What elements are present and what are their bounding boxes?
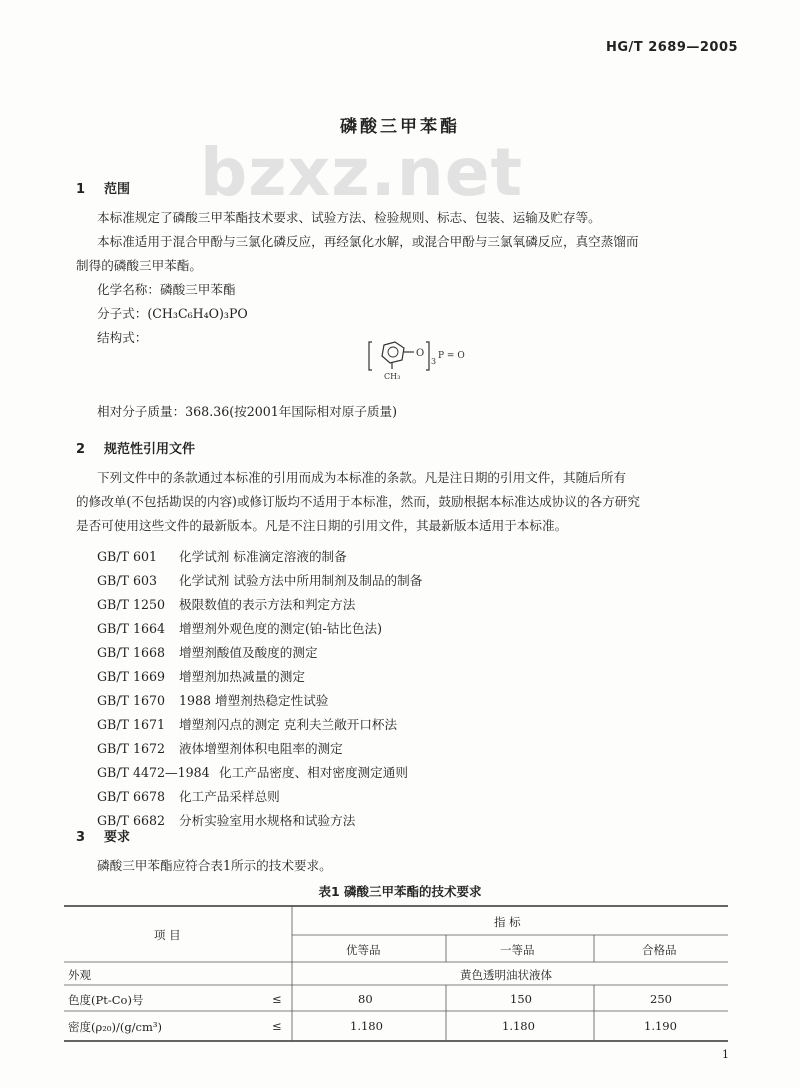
reference-title: 化工产品采样总则 bbox=[179, 789, 280, 804]
reference-code: GB/T 1672 bbox=[97, 741, 166, 756]
reference-item bbox=[97, 666, 305, 685]
reference-code: GB/T 1671 bbox=[97, 717, 166, 732]
reference-title: 极限数值的表示方法和判定方法 bbox=[179, 597, 356, 612]
reference-item bbox=[97, 714, 397, 733]
section-title: 要求 bbox=[104, 830, 131, 845]
section-heading-references bbox=[76, 438, 195, 457]
reference-item bbox=[97, 546, 347, 565]
benzene-ring-shape bbox=[382, 342, 404, 363]
section-heading-requirements bbox=[76, 826, 130, 845]
requirements-paragraph: 磷酸三甲苯酯应符合表1所示的技术要求。 bbox=[97, 858, 332, 873]
row-label: 密度(ρ₂₀)/(g/cm³) bbox=[68, 1020, 162, 1034]
reference-code: GB/T 1669 bbox=[97, 669, 166, 684]
formula-subscript: 3 bbox=[431, 357, 437, 366]
reference-title: 分析实验室用水规格和试验方法 bbox=[179, 813, 356, 828]
structure-label: 结构式： bbox=[97, 330, 148, 345]
cell-value: 1.190 bbox=[644, 1019, 677, 1033]
section-title: 规范性引用文件 bbox=[104, 442, 196, 457]
row-unit: ≤ bbox=[272, 992, 282, 1006]
reference-code: GB/T 6682 bbox=[97, 813, 166, 828]
reference-item bbox=[97, 786, 280, 805]
reference-code: GB/T 1670 bbox=[97, 693, 166, 708]
benzene-ring-circle bbox=[388, 347, 398, 357]
reference-code: GB/T 1250 bbox=[97, 597, 166, 612]
reference-code: GB/T 1664 bbox=[97, 621, 166, 636]
reference-item bbox=[97, 690, 328, 709]
row-label: 外观 bbox=[68, 968, 91, 982]
cell-value: 150 bbox=[510, 992, 532, 1006]
cell-value: 1.180 bbox=[502, 1019, 535, 1033]
chemical-name: 化学名称：磷酸三甲苯酯 bbox=[97, 282, 236, 297]
reference-item bbox=[97, 762, 408, 781]
header-grade: 合格品 bbox=[642, 943, 677, 957]
table-caption: 表1 磷酸三甲苯酯的技术要求 bbox=[318, 884, 482, 899]
header-item: 项 目 bbox=[154, 928, 181, 942]
standard-number: HG/T 2689—2005 bbox=[606, 40, 739, 55]
formula-right-bracket bbox=[426, 342, 429, 370]
reference-code: GB/T 603 bbox=[97, 573, 157, 588]
reference-item bbox=[97, 570, 422, 589]
reference-item bbox=[97, 594, 355, 613]
phosphoryl-group: P = O bbox=[438, 351, 465, 361]
methyl-group: CH₃ bbox=[384, 372, 401, 381]
page-number: 1 bbox=[722, 1048, 729, 1061]
cell-value: 80 bbox=[358, 992, 373, 1006]
header-indicator: 指 标 bbox=[494, 915, 521, 929]
row-label: 色度(Pt-Co)号 bbox=[68, 993, 144, 1007]
cell-value: 250 bbox=[650, 992, 672, 1006]
header-grade: 优等品 bbox=[346, 943, 381, 957]
merged-value: 黄色透明油状液体 bbox=[460, 968, 552, 982]
reference-code: GB/T 4472—1984 bbox=[97, 765, 210, 780]
reference-code: GB/T 1668 bbox=[97, 645, 166, 660]
watermark: bzxz.net bbox=[200, 134, 524, 211]
structural-formula bbox=[368, 338, 478, 382]
scope-paragraph-2-line-2: 制得的磷酸三甲苯酯。 bbox=[76, 258, 202, 273]
reference-item bbox=[97, 810, 355, 829]
row-unit: ≤ bbox=[272, 1019, 282, 1033]
table-grid bbox=[64, 905, 728, 1043]
reference-title: 1988 增塑剂热稳定性试验 bbox=[179, 693, 329, 708]
reference-item bbox=[97, 618, 382, 637]
cell-value: 1.180 bbox=[350, 1019, 383, 1033]
reference-item bbox=[97, 738, 343, 757]
oxygen-atom: O bbox=[416, 348, 425, 359]
reference-title: 增塑剂加热减量的测定 bbox=[179, 669, 305, 684]
reference-code: GB/T 6678 bbox=[97, 789, 166, 804]
reference-title: 化学试剂 试验方法中所用制剂及制品的制备 bbox=[179, 573, 423, 588]
reference-code: GB/T 601 bbox=[97, 549, 157, 564]
reference-title: 化工产品密度、相对密度测定通则 bbox=[219, 765, 408, 780]
reference-title: 增塑剂闪点的测定 克利夫兰敞开口杯法 bbox=[179, 717, 398, 732]
header-grade: 一等品 bbox=[500, 943, 535, 957]
section-number: 2 bbox=[76, 442, 86, 457]
references-intro-line-2: 的修改单(不包括勘误的内容)或修订版均不适用于本标准，然而，鼓励根据本标准达成协议的各方研究 bbox=[76, 494, 640, 509]
references-intro-line-3: 是否可使用这些文件的最新版本。凡是不注日期的引用文件，其最新版本适用于本标准。 bbox=[76, 518, 568, 533]
scope-paragraph-1: 本标准规定了磷酸三甲苯酯技术要求、试验方法、检验规则、标志、包装、运输及贮存等。 bbox=[97, 210, 601, 225]
formula-left-bracket bbox=[369, 342, 372, 370]
document-title: 磷酸三甲苯酯 bbox=[340, 117, 460, 137]
requirements-table bbox=[64, 905, 728, 1043]
reference-title: 化学试剂 标准滴定溶液的制备 bbox=[179, 549, 347, 564]
references-intro-line-1: 下列文件中的条款通过本标准的引用而成为本标准的条款。凡是注日期的引用文件，其随后所有 bbox=[97, 470, 626, 485]
molecular-formula: 分子式：(CH₃C₆H₄O)₃PO bbox=[97, 306, 248, 321]
section-title: 范围 bbox=[104, 182, 131, 197]
section-number: 1 bbox=[76, 182, 86, 197]
reference-title: 增塑剂外观色度的测定(铂-钴比色法) bbox=[179, 621, 382, 636]
molecular-mass: 相对分子质量：368.36(按2001年国际相对原子质量) bbox=[97, 404, 398, 419]
scope-paragraph-2-line-1: 本标准适用于混合甲酚与三氯化磷反应，再经氯化水解，或混合甲酚与三氯氧磷反应，真空蒸馏而 bbox=[97, 234, 639, 249]
reference-item bbox=[97, 642, 318, 661]
reference-title: 液体增塑剂体积电阻率的测定 bbox=[179, 741, 343, 756]
reference-title: 增塑剂酸值及酸度的测定 bbox=[179, 645, 318, 660]
section-number: 3 bbox=[76, 830, 86, 845]
section-heading-scope bbox=[76, 178, 130, 197]
